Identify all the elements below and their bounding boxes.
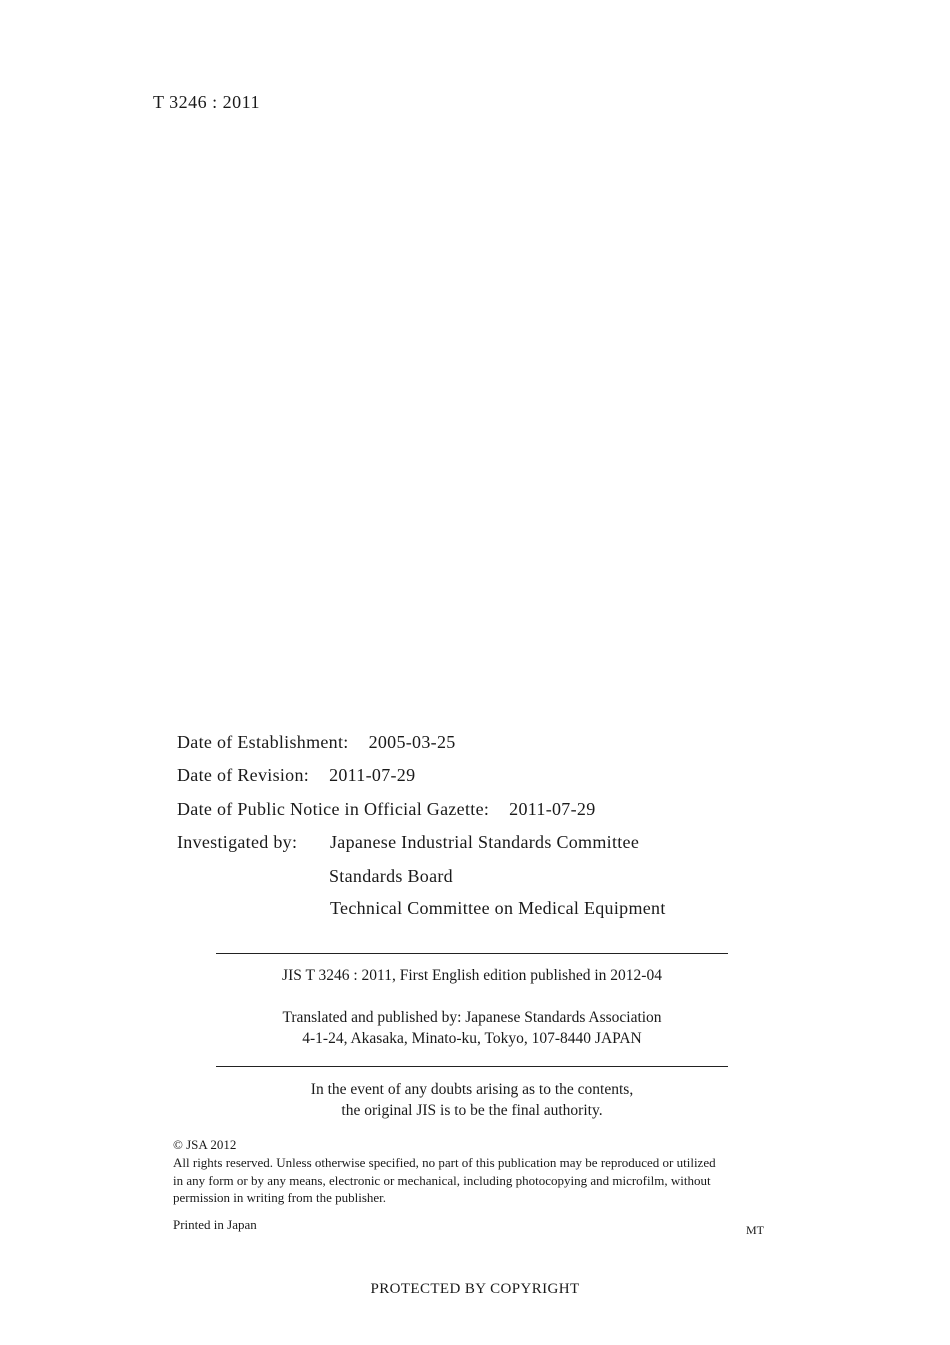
gazette-label: Date of Public Notice in Official Gazette:: [177, 799, 490, 819]
protected-by-copyright: PROTECTED BY COPYRIGHT: [370, 1281, 580, 1297]
revision-value: 2011-07-29: [329, 765, 416, 785]
investigated-label: Investigated by:: [177, 832, 298, 852]
investigated-line-3: Technical Committee on Medical Equipment: [330, 898, 666, 918]
investigated-line-1: Japanese Industrial Standards Committee: [330, 832, 640, 852]
rights-line-3: permission in writing from the publisher.: [173, 1190, 387, 1205]
address-line: 4-1-24, Akasaka, Minato-ku, Tokyo, 107-8440 JAPAN: [302, 1030, 642, 1047]
establishment-date-row: [177, 732, 456, 753]
authority-line-1: In the event of any doubts arising as to the contents,: [310, 1081, 634, 1098]
investigated-line-2: Standards Board: [329, 866, 453, 886]
middle-divider: [216, 1066, 728, 1067]
rights-line-1: All rights reserved. Unless otherwise specified, no part of this publication may be reproduced or utilized: [173, 1155, 716, 1170]
establishment-label: Date of Establishment:: [177, 732, 349, 752]
establishment-value: 2005-03-25: [368, 732, 456, 752]
edition-line: JIS T 3246 : 2011, First English edition published in 2012-04: [282, 967, 662, 984]
copyright-notice: © JSA 2012: [173, 1137, 237, 1152]
gazette-date-row: [177, 799, 596, 820]
document-code: T 3246 : 2011: [153, 92, 261, 112]
authority-line-2: the original JIS is to be the final authority.: [341, 1102, 603, 1119]
print-code: MT: [746, 1223, 764, 1237]
gazette-value: 2011-07-29: [509, 799, 596, 819]
revision-date-row: [177, 765, 415, 786]
top-divider: [216, 953, 728, 954]
publisher-line: Translated and published by: Japanese Standards Association: [282, 1009, 662, 1026]
printed-in-japan: Printed in Japan: [173, 1217, 257, 1232]
revision-label: Date of Revision:: [177, 765, 310, 785]
rights-line-2: in any form or by any means, electronic or mechanical, including photocopying and microfilm, without: [173, 1172, 711, 1188]
